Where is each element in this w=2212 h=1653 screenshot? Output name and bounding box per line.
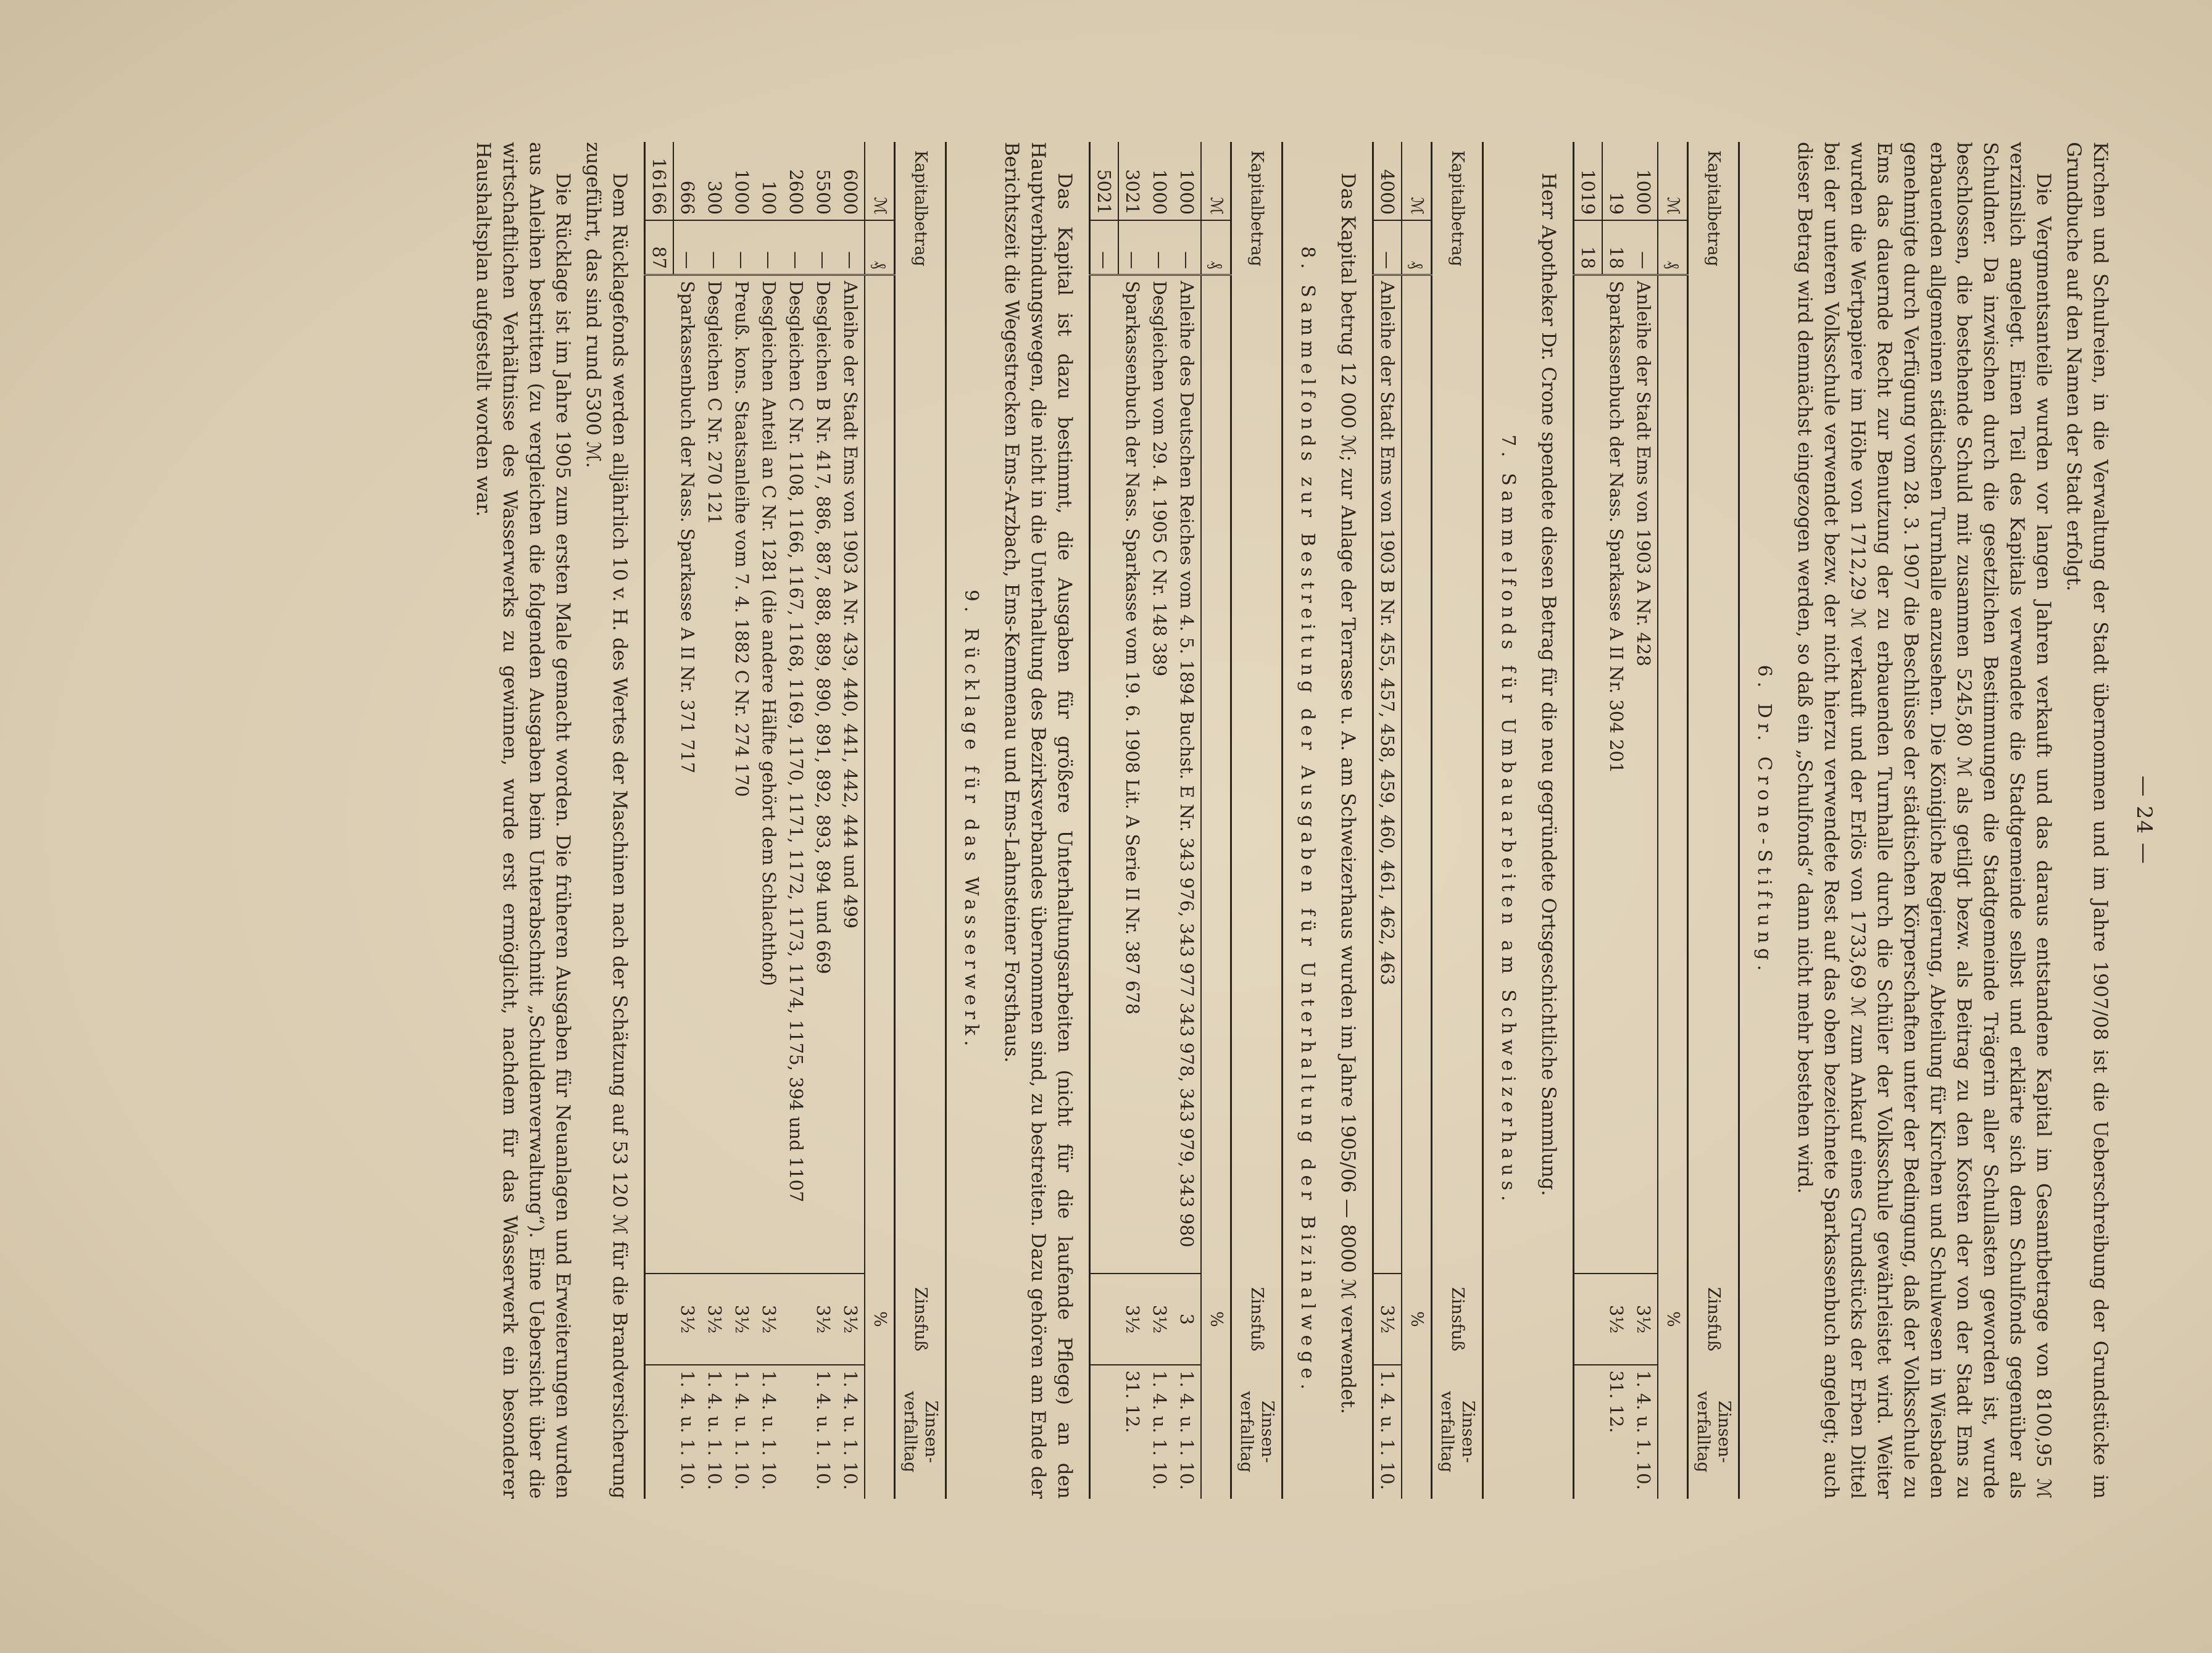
section-6-title: 6. Dr. Crone-Stiftung. [1753,665,1775,976]
section-8-title: 8. Sammelfonds zur Bestreitung der Ausgaben für Unterhaltung der Bizinalwege. [1297,246,1318,1394]
table-header-row [1688,142,1739,1499]
table-row: 1000 — Anleihe des Deutschen Reiches vom 4. 5. 1894 Buchst. E Nr. 343 976, 343 977 343 978, 343 979, 343 980 3 1. 4. u. 1. 10. [1173,142,1201,1499]
section-8-table [1089,142,1283,1499]
table-unit-row [1658,142,1688,1499]
table-row: 4000 — Anleihe der Stadt Ems von 1903 B Nr. 455, 457, 458, 459, 460, 461, 462, 463 3½ 1. 4. u. 1. 10. [1373,142,1402,1499]
table-header-row: Kapitalbetrag Zinsfuß Zinsen-verfalltag [895,142,946,1499]
table-row: 19 18 Sparkassenbuch der Nass. Sparkasse A II Nr. 304 201 3½ 31. 12. [1602,142,1630,1499]
section-8-note: Das Kapital ist dazu bestimmt, die Ausgaben für größere Unterhaltungsarbeiten (nicht für die laufende Pflege) an den Hauptverbindungswegen, die nicht in die Unterhaltung des Bezirksverbandes übernommen sind, zu bestreiten. Dazu gehören am Ende der Berichtszeit die Wegestrecken Ems-Arzbach, Ems-Kemmenau und Ems-Lahnsteiner Forsthaus. [1000,142,1076,1499]
section-9-table [644,142,947,1499]
table-row: 6000 — Anleihe der Stadt Ems von 1903 A Nr. 439, 440, 441, 442, 444 und 499 3½ 1. 4. u. 1. 10. [837,142,865,1499]
unit-pct: % [1658,1274,1688,1365]
table-header-row: Kapitalbetrag Zinsfuß Zinsen-verfalltag [1432,142,1483,1499]
section-6-note: Herr Apotheker Dr. Crone spendete diesen Betrag für die neu gegründete Ortsgeschichtliche Sammlung. [1537,173,1560,1196]
col-kapital: Kapitalbetrag [1688,142,1739,275]
section-7-table [1372,142,1484,1499]
col-zins: Zinsfuß [1688,1274,1739,1365]
table-sum-row: 1019 18 [1574,142,1603,1499]
col-verfall: Zinsen-verfalltag [1688,1365,1739,1499]
table-row: 100 — Desgleichen Anteil an C Nr. 1281 (die andere Hälfte gehört dem Schlachthof) 3½ 1. 4. u. 1. 10. [755,142,783,1499]
table-row: 666 — Sparkassenbuch der Nass. Sparkasse A II Nr. 371 717 3½ 1. 4. u. 1. 10. [673,142,701,1499]
section-7-title: 7. Sammelfonds für Umbauarbeiten am Schweizerhaus. [1497,434,1519,1206]
page-number: — 24 — [2132,776,2156,865]
table-row: 2600 — Desgleichen C Nr. 1108, 1166, 1167, 1168, 1169, 1170, 1171, 1172, 1173, 1174, 1175, 394 und 1107 [783,142,810,1499]
intro-paragraph-1: Kirchen und Schulreien, in die Verwaltung der Stadt übernommen und im Jahre 1907/08 ist die Ueberschreibung der Grundstücke im Grundbuche auf den Namen der Stadt erfolgt. [2063,142,2111,1499]
section-9-title: 9. Rücklage für das Wasserwerk. [960,589,982,1051]
table-row: 3021 — Sparkassenbuch der Nass. Sparkasse vom 19. 6. 1908 Lit. A Serie II Nr. 387 678 3½ 31. 12. [1118,142,1146,1499]
table-row: 1000 — Desgleichen vom 29. 4. 1905 C Nr. 148 389 3½ 1. 4. u. 1. 10. [1146,142,1173,1499]
section-9-note-1: Dem Rücklagefonds werden alljährlich 10 v. H. des Wertes der Maschinen nach der Schätzung auf 53 120 ℳ für die Brandversicherung zugeführt, das sind rund 5300 ℳ. [582,142,631,1499]
section-9-note-2: Die Rücklage ist im Jahre 1905 zum ersten Male gemacht worden. Die früheren Ausgaben für Neuanlagen und Erweiterungen wurden aus Anleihen bestritten (zu vergleichen die folgenden Ausgaben beim Unterabschnitt „Schuldenverwaltung“). Eine Uebersicht über die wirtschaftlichen Verhältnisse des Wasserwerks zu gewinnen, wurde erst ermöglicht, nachdem für das Wasserwerk ein besonderer Haushaltsplan aufgestellt worden war. [472,142,574,1499]
table-row: 1000 — Anleihe der Stadt Ems von 1903 A Nr. 428 3½ 1. 4. u. 1. 10. [1630,142,1658,1499]
section-6-table [1573,142,1740,1499]
table-row: 5500 — Desgleichen B Nr. 417, 886, 887, 888, 889, 890, 891, 892, 893, 894 und 669 3½ 1. 4. u. 1. 10. [810,142,837,1499]
unit-mark: ℳ [1658,142,1688,220]
table-sum-row: 5021 — [1090,142,1119,1499]
section-7-note: Das Kapital betrug 12 000 ℳ; zur Anlage der Terrasse u. A. am Schweizerhaus wurden im Jahre 1905/06 — 8000 ℳ verwendet. [1337,173,1359,1414]
col-description [1688,275,1739,1274]
table-sum-row: 16166 87 [645,142,674,1499]
table-header-row: Kapitalbetrag Zinsfuß Zinsen-verfalltag [1231,142,1283,1499]
table-unit-row: ℳ ₰ % [1402,142,1432,1499]
table-row: 1000 — Preuß. kons. Staatsanleihe vom 7. 4. 1882 C Nr. 274 170 3½ 1. 4. u. 1. 10. [728,142,755,1499]
table-row: 300 — Desgleichen C Nr. 270 121 3½ 1. 4. u. 1. 10. [701,142,728,1499]
intro-paragraph-2: Die Vergmentsanteile wurden vor langen Jahren verkauft und das daraus entstandene Kapital im Gesamtbetrage von 8100,95 ℳ verzinslich angelegt. Einen Teil des Kapitals verwendete die Stadtgemeinde selbst und erklärte sich dem Schulfonds gegenüber als Schuldner. Da inzwischen durch die gesetzlichen Bestimmungen die Stadtgemeinde Trägerin aller Schullasten geworden ist, wurde beschlossen, die bestehende Schuld mit zusammen 5245,80 ℳ als getilgt bezw. als Beitrag zu den Kosten der von der Stadt Ems zu erbauenden allgemeinen städtischen Turnhalle anzusehen. Die Königliche Regierung, Abteilung für Kirchen und Schulwesen in Wiesbaden genehmigte durch Verfügung vom 28. 3. 1907 die Beschlüsse der städtischen Körperschaften unter der Bedingung, daß der Volksschule zu Ems das dauernde Recht zur Benutzung der zu erbauenden Turnhalle durch die Schüler der Volksschule gewährleistet wird. Weiter wurden die Wertpapiere im Höhe von 1712,29 ℳ verkauft und der Erlös von 1733,69 ℳ zum Ankauf eines Grundstücks der Erben Dittel bei der unteren Volksschule verwendet bezw. der nicht hierzu verwendete Rest auf das oben bezeichnete Sparkassenbuch angelegt; auch dieser Betrag wird demnächst eingezogen werden, so daß ein „Schulfonds“ dann nicht mehr bestehen wird. [1794,142,2055,1499]
unit-pf: ₰ [1658,220,1688,275]
table-unit-row: ℳ ₰ % [865,142,895,1499]
table-unit-row: ℳ ₰ % [1201,142,1231,1499]
